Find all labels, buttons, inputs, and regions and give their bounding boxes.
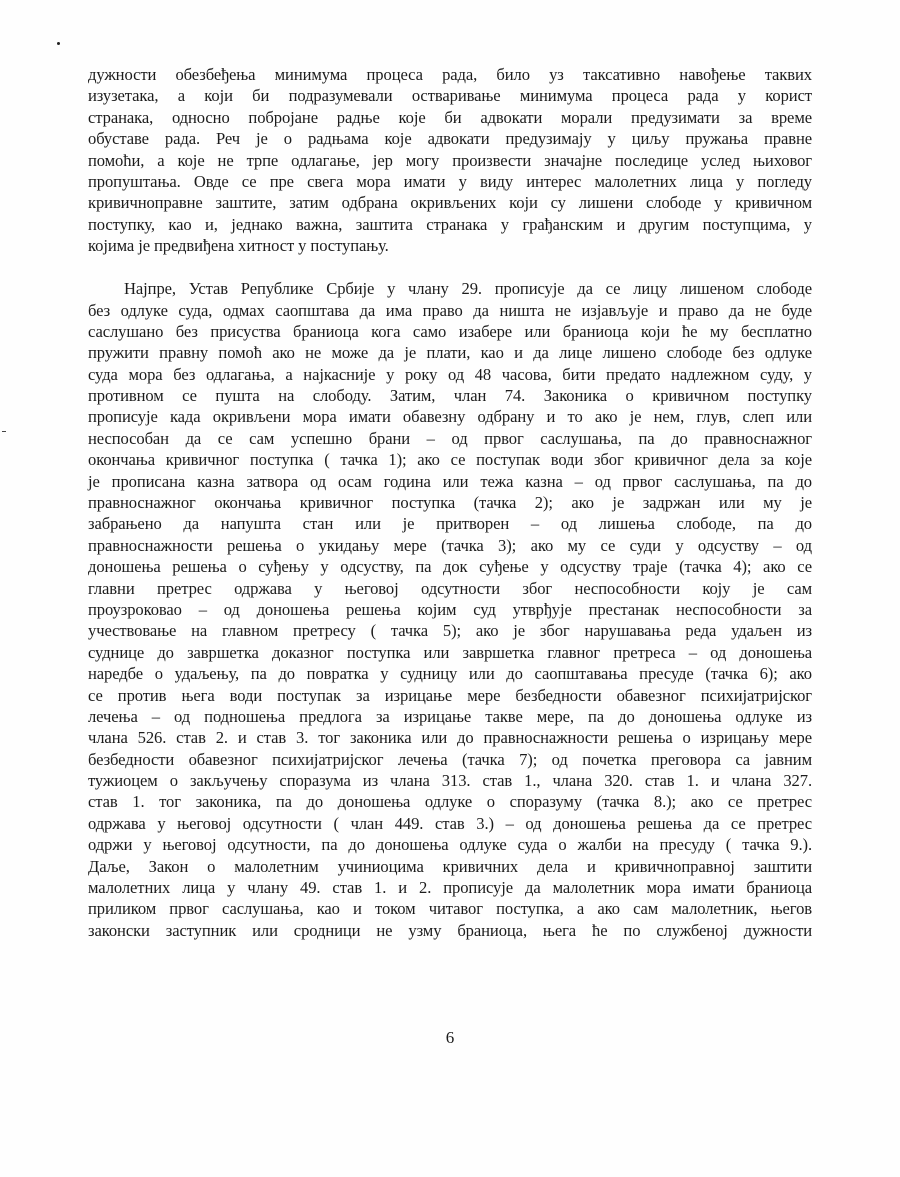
text-line: Најпре, Устав Републике Србије у члану 29. прописује да се лицу лишеном слободе — [124, 279, 812, 299]
text-line: поступку, као и, једнако важна, заштита странака у грађанским и другим поступцима, у — [88, 214, 812, 234]
text-line: неспособан да се сам успешно брани – од првог саслушања, па до правноснажног — [88, 428, 812, 448]
text-line: проузроковао – од доношења решења којим суд утврђује престанак неспособности за — [88, 599, 812, 619]
text-line: безбедности обавезног психијатријског лечења (тачка 7); од почетка преговора са јавним — [88, 749, 812, 769]
text-line: одржи у његовој одсутности, па до доношења одлуке суда о жалби на пресуду ( тачка 9.). — [88, 835, 812, 855]
page-number: 6 — [445, 1028, 455, 1047]
text-line: без одлуке суда, одмах саопштава да има право да ништа не изјављује и право да не буде — [88, 300, 812, 320]
body-text — [88, 64, 812, 941]
text-line: прописује када окривљени мора имати обавезну одбрану и то ако је нем, глув, слеп или — [88, 407, 812, 427]
text-line: изузетака, а који би подразумевали остваривање минимума процеса рада у корист — [88, 86, 812, 106]
text-line: противном се пушта на слободу. Затим, члан 74. Законика о кривичном поступку — [88, 386, 812, 406]
text-line: кривичноправне заштите, затим одбрана окривљених који су лишени слободе у кривичном — [88, 193, 812, 213]
text-line: суда мора без одлагања, а најкасније у року од 48 часова, бити предато надлежном суду, у — [88, 364, 812, 384]
scan-speck — [57, 42, 60, 45]
paragraph — [88, 64, 812, 257]
text-line: суднице до завршетка доказног поступка или завршетка главног претреса – од доношења — [88, 642, 812, 662]
text-line: лечења – од подношења предлога за изрицање такве мере, па до доношења одлуке из — [88, 706, 812, 726]
text-line: приликом првог саслушања, као и током читавог поступка, а ако сам малолетник, његов — [88, 899, 812, 919]
paragraph-gap — [88, 257, 812, 279]
text-line: забрањено да напушта стан или је притворен – од лишења слободе, па до — [88, 514, 812, 534]
text-line: члана 526. став 2. и став 3. тог законика или до правноснажности решења о изрицању мере — [88, 728, 812, 748]
text-line: главни претрес одржава у његовој одсутности због неспособности коју је сам — [88, 578, 812, 598]
text-line: пропуштања. Овде се пре свега мора имати у виду интерес малолетних лица у погледу — [88, 171, 812, 191]
text-line: правноснажног окончања кривичног поступка (тачка 2); ако је задржан или му је — [88, 493, 812, 513]
text-line: Даље, Закон о малолетним учиниоцима кривичних дела и кривичноправној заштити — [88, 856, 812, 876]
text-line: учествовање на главном претресу ( тачка 5); ако је због нарушавања реда удаљен из — [88, 621, 812, 641]
text-line: став 1. тог законика, па до доношења одлуке о споразуму (тачка 8.); ако се претрес — [88, 792, 812, 812]
text-line: доношења решења о суђењу у одсуству, па док суђење у одсуству траје (тачка 4); ако се — [88, 557, 812, 577]
text-line: обуставе рада. Реч је о радњама које адвокати предузимају у циљу пружања правне — [88, 129, 812, 149]
text-line: којима је предвиђена хитност у поступању. — [88, 236, 389, 256]
text-line: одржава у његовој одсутности ( члан 449. став 3.) – од доношења решења да се претрес — [88, 813, 812, 833]
text-line: малолетних лица у члану 49. став 1. и 2. прописује да малолетник мора имати браниоца — [88, 878, 812, 898]
text-line: дужности обезбеђења минимума процеса рада, било уз таксативно навођење таквих — [88, 65, 812, 84]
text-line: се против њега води поступак за изрицање мере безбедности обавезног психијатријског — [88, 685, 812, 705]
paragraphs — [88, 64, 812, 941]
text-line: тужиоцем о закључењу споразума из члана 313. став 1., члана 320. став 1. и члана 327. — [88, 771, 812, 791]
text-line: пружити правну помоћ ако не може да је плати, као и да лице лишено слободе без одлуке — [88, 343, 812, 363]
paragraph — [88, 278, 812, 941]
text-line: окончања кривичног поступка ( тачка 1); ако се поступак води због кривичног дела за које — [88, 450, 812, 470]
text-line: је прописана казна затвора од осам година или тежа казна – од првог саслушања, па до — [88, 471, 812, 491]
text-line: правноснажности решења о укидању мере (тачка 3); ако му се суди у одсуству – од — [88, 535, 812, 555]
scan-speck — [2, 431, 6, 432]
text-line: законски заступник или сродници не узму браниоца, њега ће по службеној дужности — [88, 920, 812, 940]
text-line: наредбе о удаљењу, па до повратка у судницу или до саопштавања пресуде (тачка 6); ако — [88, 664, 812, 684]
text-line: помоћи, а које не трпе одлагање, јер могу произвести значајне последице услед њиховог — [88, 150, 812, 170]
text-line: саслушано без присуства браниоца кога само изабере или браниоца који ће му бесплатно — [88, 321, 812, 341]
text-line: странака, односно побројане радње које би адвокати морали предузимати за време — [88, 107, 812, 127]
